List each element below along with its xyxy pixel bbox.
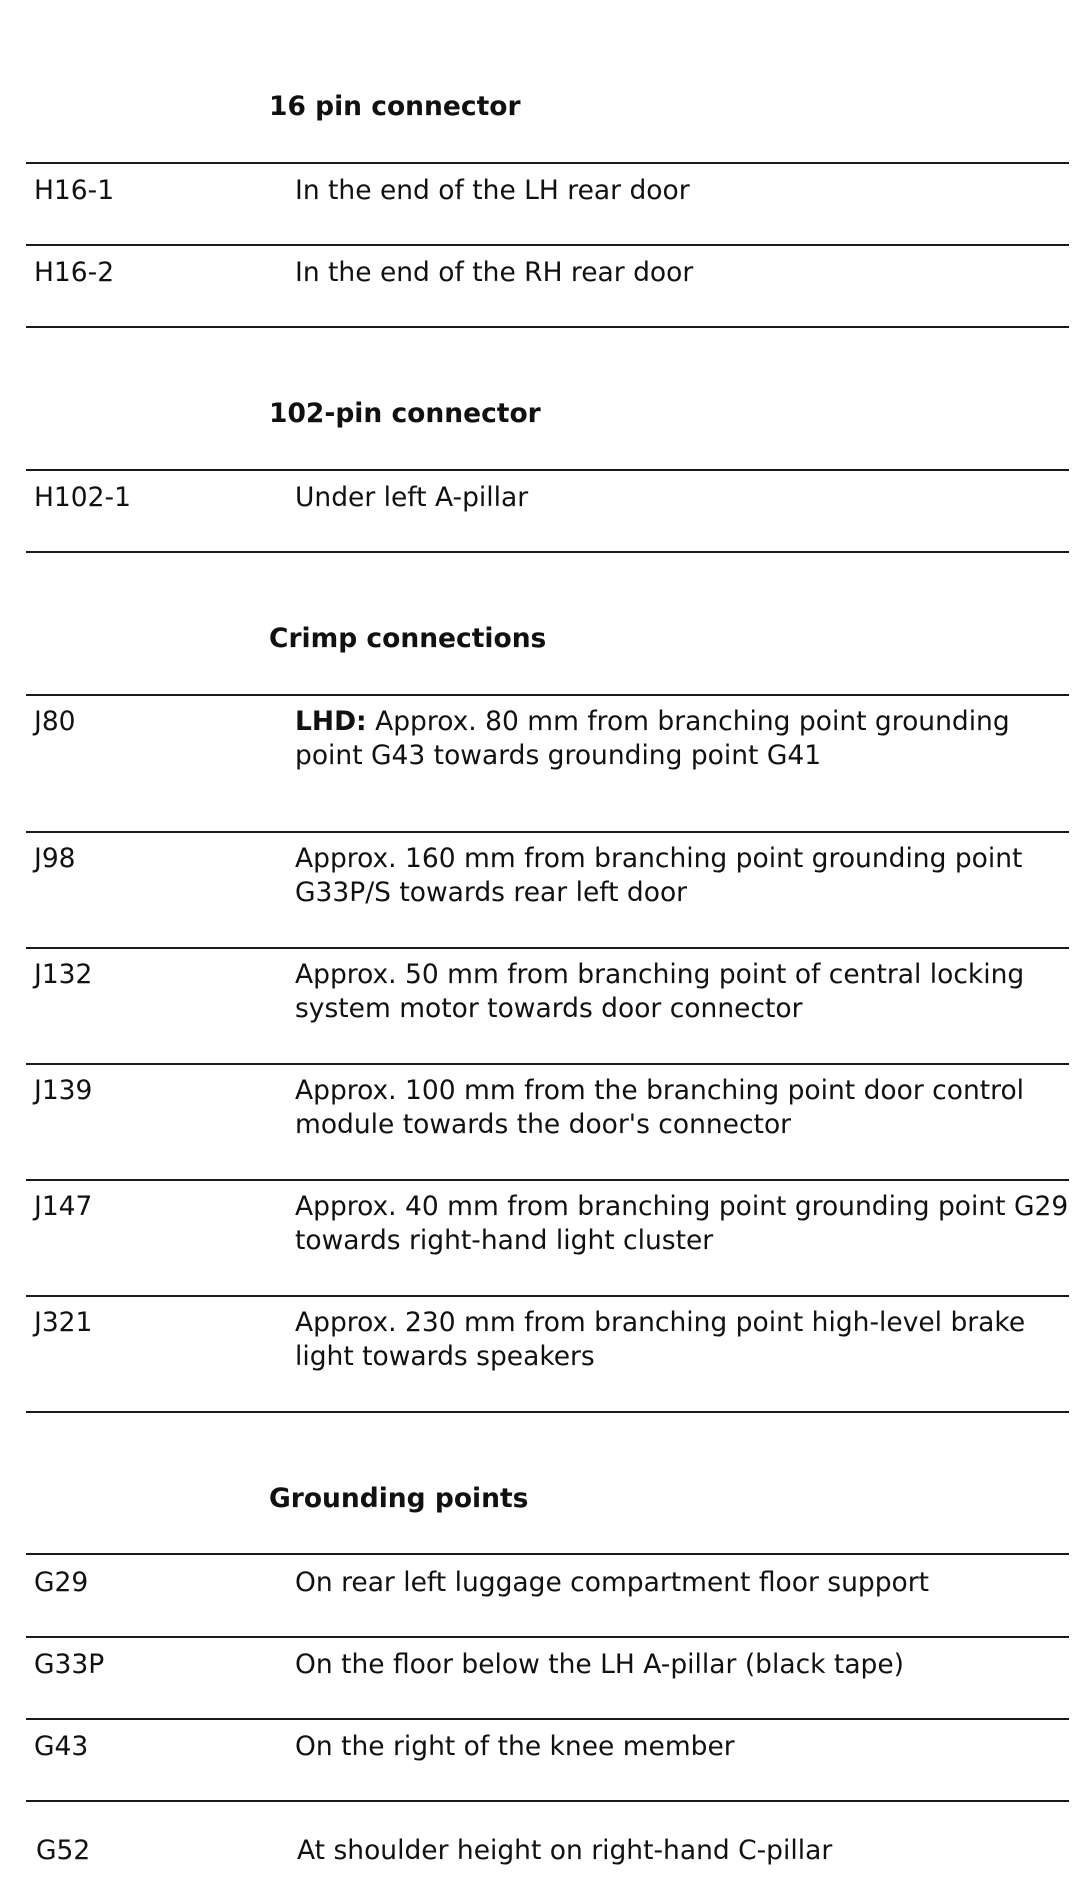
row-description: On the floor below the LH A-pillar (black tape) <box>295 1649 905 1680</box>
row-description: Approx. 50 mm from branching point of central locking system motor towards door connector <box>295 959 1025 1024</box>
row-code: G29 <box>34 1567 89 1598</box>
row-code: J321 <box>34 1307 93 1338</box>
row-code: J139 <box>34 1075 93 1106</box>
divider <box>26 551 1069 553</box>
divider <box>26 1063 1069 1065</box>
row-description: In the end of the RH rear door <box>295 257 694 288</box>
divider <box>26 831 1069 833</box>
row-code: H16-2 <box>34 257 115 288</box>
divider <box>26 947 1069 949</box>
divider <box>26 1636 1069 1638</box>
section-title-crimp-connections: Crimp connections <box>269 623 547 654</box>
section-title-16-pin-connector: 16 pin connector <box>269 91 521 122</box>
row-code: J80 <box>34 706 76 737</box>
divider <box>26 1718 1069 1720</box>
divider <box>26 1411 1069 1413</box>
divider <box>26 1553 1069 1555</box>
divider <box>26 326 1069 328</box>
divider <box>26 694 1069 696</box>
row-code: J147 <box>34 1191 93 1222</box>
row-description: Approx. 230 mm from branching point high-level brake light towards speakers <box>295 1307 1026 1372</box>
row-code: G33P <box>34 1649 105 1680</box>
row-description: On rear left luggage compartment floor support <box>295 1567 930 1598</box>
row-description <box>295 705 1085 773</box>
row-code: H102-1 <box>34 482 131 513</box>
row-description: On the right of the knee member <box>295 1731 735 1762</box>
divider <box>26 1295 1069 1297</box>
divider <box>26 1800 1069 1802</box>
row-code: G52 <box>36 1835 91 1866</box>
row-description: In the end of the LH rear door <box>295 175 690 206</box>
divider <box>26 1179 1069 1181</box>
row-prefix: LHD: <box>295 706 367 737</box>
row-code: J132 <box>34 959 93 990</box>
divider <box>26 162 1069 164</box>
row-code: J98 <box>34 843 76 874</box>
row-description-text: Approx. 80 mm from branching point grounding point G43 towards grounding point G41 <box>295 706 1010 771</box>
row-code: H16-1 <box>34 175 115 206</box>
row-code: G43 <box>34 1731 89 1762</box>
row-description: Under left A-pillar <box>295 482 529 513</box>
section-title-grounding-points: Grounding points <box>269 1483 529 1514</box>
row-description: Approx. 160 mm from branching point grounding point G33P/S towards rear left door <box>295 843 1023 908</box>
divider <box>26 244 1069 246</box>
row-description: Approx. 100 mm from the branching point door control module towards the door's connector <box>295 1075 1025 1140</box>
row-description: Approx. 40 mm from branching point grounding point G29 towards right-hand light cluster <box>295 1191 1069 1256</box>
divider <box>26 469 1069 471</box>
section-title-102-pin-connector: 102-pin connector <box>269 398 541 429</box>
row-description: At shoulder height on right-hand C-pillar <box>297 1835 833 1866</box>
